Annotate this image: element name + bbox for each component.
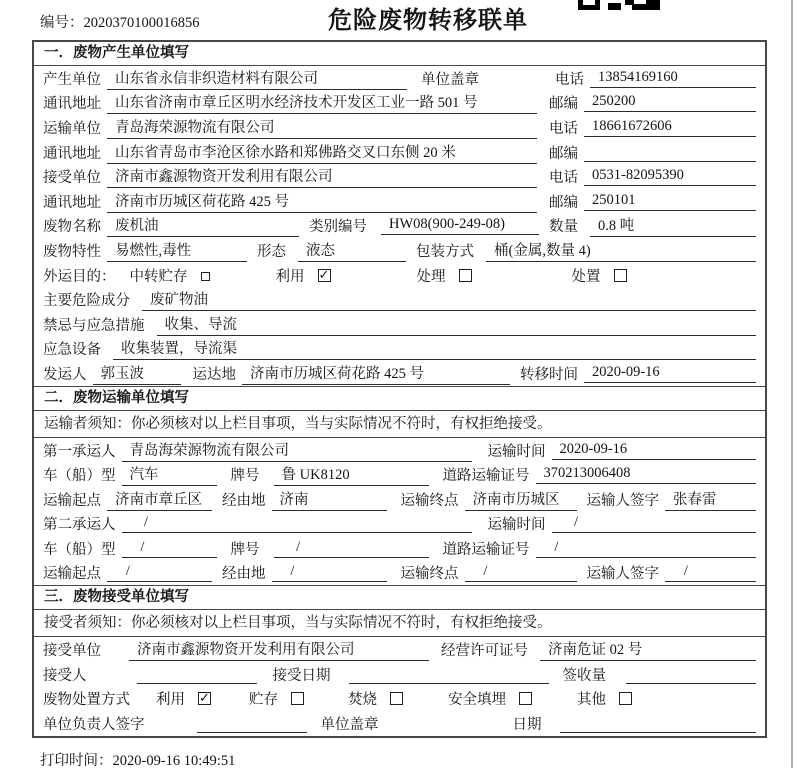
- field-label: 运输人签字: [586, 566, 659, 583]
- field-label: 运输人签字: [586, 492, 659, 509]
- field-value: 13854169160: [590, 69, 756, 88]
- qr-block: [632, 4, 660, 10]
- field-value: 桶(金属,数量 4): [486, 239, 756, 262]
- field-label: 经由地: [222, 492, 266, 509]
- checkbox-option: [130, 265, 210, 286]
- field-label: 运输时间: [487, 443, 546, 460]
- form-row: [34, 263, 765, 288]
- field-label: 电话: [555, 71, 584, 88]
- field-label: 单位负责人签字: [43, 716, 145, 733]
- field-label: 接受单位: [43, 643, 101, 660]
- field-label: 废物名称: [43, 219, 101, 236]
- checkbox-icon: [201, 272, 210, 281]
- field-label: 废物处置方式: [43, 692, 130, 709]
- field-label: 废物特性: [43, 243, 101, 260]
- field-value: /: [122, 514, 472, 533]
- field-label: 接受单位: [43, 170, 101, 187]
- field-value: HW08(900-249-08): [381, 216, 539, 235]
- section-receiver: [34, 585, 765, 735]
- field-value: 250101: [584, 192, 756, 211]
- field-label: 单位盖章: [421, 71, 479, 88]
- field-value: 2020-09-16: [552, 441, 757, 460]
- field-value: /: [107, 563, 212, 582]
- field-label: 通讯地址: [43, 145, 101, 162]
- field-label: 禁忌与应急措施: [43, 317, 145, 334]
- field-label: 运输终点: [400, 566, 459, 583]
- field-label: 道路运输证号: [442, 541, 530, 558]
- field-label: 电话: [549, 170, 578, 187]
- field-value: 鲁 UK8120: [274, 463, 429, 486]
- field-label: 电话: [549, 120, 578, 137]
- form-row: [34, 115, 765, 140]
- field-label: 转移时间: [520, 366, 578, 383]
- form-row: [34, 312, 765, 337]
- checkbox-checked-icon: ✓: [199, 691, 210, 707]
- field-value: 收集装置，导流渠: [113, 337, 756, 360]
- checkbox-icon: [619, 692, 632, 705]
- field-label: 应急设备: [43, 342, 101, 359]
- field-value: [560, 714, 757, 733]
- print-time-value: 2020-09-16 10:49:51: [112, 753, 236, 769]
- field-value: 废矿物油: [142, 288, 756, 311]
- field-value: /: [465, 563, 577, 582]
- field-value: 济南市鑫源物资开发利用有限公司: [129, 638, 429, 661]
- field-label: 包装方式: [416, 243, 474, 260]
- print-time-label: 打印时间：: [40, 753, 113, 769]
- field-label: 第一承运人: [43, 443, 116, 460]
- form-row: [34, 361, 765, 386]
- field-label: 形态: [257, 243, 286, 260]
- field-label: 安全填埋: [448, 692, 506, 709]
- field-value: 济南市章丘区: [107, 488, 212, 511]
- field-label: 运达地: [192, 366, 236, 383]
- field-label: 第二承运人: [43, 517, 116, 534]
- field-value: [349, 665, 549, 684]
- field-label: 外运目的：: [43, 268, 116, 285]
- field-value: /: [122, 539, 217, 558]
- field-label: 车（船）型: [43, 541, 116, 558]
- qr-code-partial: [578, 0, 664, 10]
- form-row: [34, 337, 765, 362]
- form-row: [34, 287, 765, 312]
- field-label: 数量: [549, 219, 578, 236]
- section-header: 三．废物接受单位填写: [34, 586, 765, 610]
- checkbox-icon: [614, 269, 627, 282]
- field-value: 济南市历城区荷花路 425 号: [107, 190, 537, 213]
- field-label: 利用: [275, 268, 305, 285]
- qr-block: [608, 3, 621, 10]
- form-row: [34, 438, 765, 463]
- checkbox-checked-icon: ✓: [318, 267, 330, 283]
- field-label: 运输起点: [43, 566, 101, 583]
- field-value: /: [274, 539, 429, 558]
- field-label: 邮编: [549, 194, 578, 211]
- section-header: 二．废物运输单位填写: [34, 387, 765, 411]
- checkbox-icon: [519, 692, 532, 705]
- field-label: 发运人: [43, 366, 87, 383]
- field-value: 济南危证 02 号: [540, 638, 756, 661]
- document-number-label: 编号：: [40, 15, 84, 31]
- field-value: 2020-09-16: [584, 364, 756, 383]
- field-label: 通讯地址: [43, 96, 101, 113]
- field-label: 其他: [577, 692, 606, 709]
- checkbox-option: [577, 688, 632, 709]
- field-label: 邮编: [549, 96, 578, 113]
- field-value: 济南市历城区: [465, 488, 577, 511]
- field-value: 0531-82095390: [584, 167, 756, 186]
- field-value: 青岛海荣源物流有限公司: [122, 439, 472, 462]
- checkbox-option: [348, 688, 403, 709]
- checkbox-option: [156, 688, 211, 709]
- checkbox-option: [448, 688, 532, 709]
- form-row: [34, 140, 765, 165]
- field-value: 济南市鑫源物资开发利用有限公司: [107, 165, 537, 188]
- form-row: [34, 487, 765, 512]
- field-value: /: [552, 514, 757, 533]
- field-label: 牌号: [230, 468, 260, 485]
- field-label: 通讯地址: [43, 194, 101, 211]
- page-title: 危险废物转移联单: [328, 7, 528, 34]
- form-row: [34, 189, 765, 214]
- field-value: /: [665, 563, 756, 582]
- form-row: [34, 536, 765, 561]
- field-value: 山东省青岛市李沧区徐水路和郑佛路交叉口东侧 20 米: [107, 141, 537, 164]
- field-label: 焚烧: [348, 692, 377, 709]
- field-label: 道路运输证号: [442, 468, 530, 485]
- field-label: 车（船）型: [43, 468, 116, 485]
- field-value: 0.8 吨: [590, 214, 756, 237]
- field-label: 牌号: [230, 541, 260, 558]
- field-value: 250200: [584, 93, 756, 112]
- field-value: [584, 143, 756, 162]
- field-value: 郭玉波: [93, 362, 181, 385]
- field-label: 运输起点: [43, 492, 101, 509]
- field-label: 日期: [512, 716, 542, 733]
- field-value: 张春雷: [665, 488, 756, 511]
- field-label: 运输单位: [43, 120, 101, 137]
- notice-text: 接受者须知：你必须核对以上栏目事项，当与实际情况不符时，有权拒绝接受。: [34, 610, 765, 637]
- checkbox-option: [417, 265, 472, 286]
- field-label: 中转贮存: [129, 268, 188, 285]
- form-row: [34, 711, 765, 736]
- form-row: [34, 66, 765, 91]
- field-label: 运输时间: [487, 517, 546, 534]
- form-row: [34, 637, 765, 662]
- field-value: 易燃性,毒性: [107, 239, 247, 262]
- field-value: 济南: [272, 488, 387, 511]
- section-generator: [34, 42, 765, 386]
- field-label: 主要危险成分: [43, 293, 130, 310]
- field-label: 签收量: [562, 667, 606, 684]
- checkbox-icon: [390, 692, 403, 705]
- field-label: 处理: [416, 268, 446, 285]
- form-row: [34, 662, 765, 687]
- form-row: [34, 686, 765, 711]
- section-header: 一．废物产生单位填写: [34, 42, 765, 66]
- field-label: 产生单位: [43, 71, 101, 88]
- print-time: [40, 749, 235, 770]
- qr-block: [578, 0, 600, 10]
- field-value: [197, 714, 307, 733]
- page-edge-line: [791, 0, 793, 768]
- checkbox-icon: [459, 269, 472, 282]
- field-value: 山东省永信非织造材料有限公司: [107, 67, 407, 90]
- field-label: 经由地: [222, 566, 266, 583]
- field-value: 济南市历城区荷花路 425 号: [242, 362, 510, 385]
- field-value: [137, 665, 257, 684]
- field-label: 贮存: [249, 692, 278, 709]
- form-row: [34, 164, 765, 189]
- field-label: 利用: [156, 692, 185, 709]
- field-value: 18661672606: [584, 118, 756, 137]
- field-value: 收集、导流: [157, 313, 757, 336]
- field-value: /: [272, 563, 387, 582]
- checkbox-option: [276, 265, 331, 286]
- field-label: 邮编: [549, 145, 578, 162]
- field-label: 运输终点: [400, 492, 459, 509]
- field-label: 类别编号: [309, 219, 367, 236]
- form-row: [34, 91, 765, 116]
- checkbox-option: [249, 688, 304, 709]
- checkbox-option: [572, 265, 627, 286]
- form-row: [34, 561, 765, 586]
- field-value: 废机油: [107, 214, 299, 237]
- manifest-form-table: [32, 40, 767, 738]
- qr-block: [646, 0, 660, 4]
- field-value: 370213006408: [536, 465, 757, 484]
- form-row: [34, 512, 765, 537]
- form-row: [34, 462, 765, 487]
- field-label: 处置: [571, 268, 601, 285]
- field-value: 汽车: [122, 463, 217, 486]
- form-row: [34, 214, 765, 239]
- checkbox-icon: [291, 692, 304, 705]
- section-transporter: [34, 386, 765, 586]
- form-row: [34, 238, 765, 263]
- field-label: 接受日期: [272, 667, 331, 684]
- field-label: 单位盖章: [320, 716, 379, 733]
- field-value: [626, 665, 756, 684]
- field-label: 接受人: [43, 667, 87, 684]
- field-value: 液态: [298, 239, 406, 262]
- field-value: 青岛海荣源物流有限公司: [107, 116, 537, 139]
- notice-text: 运输者须知：你必须核对以上栏目事项，当与实际情况不符时，有权拒绝接受。: [34, 411, 765, 438]
- field-value: /: [536, 539, 757, 558]
- field-value: 山东省济南市章丘区明水经济技术开发区工业一路 501 号: [107, 91, 537, 114]
- document-number-value: 2020370100016856: [83, 15, 200, 31]
- field-label: 经营许可证号: [441, 643, 528, 660]
